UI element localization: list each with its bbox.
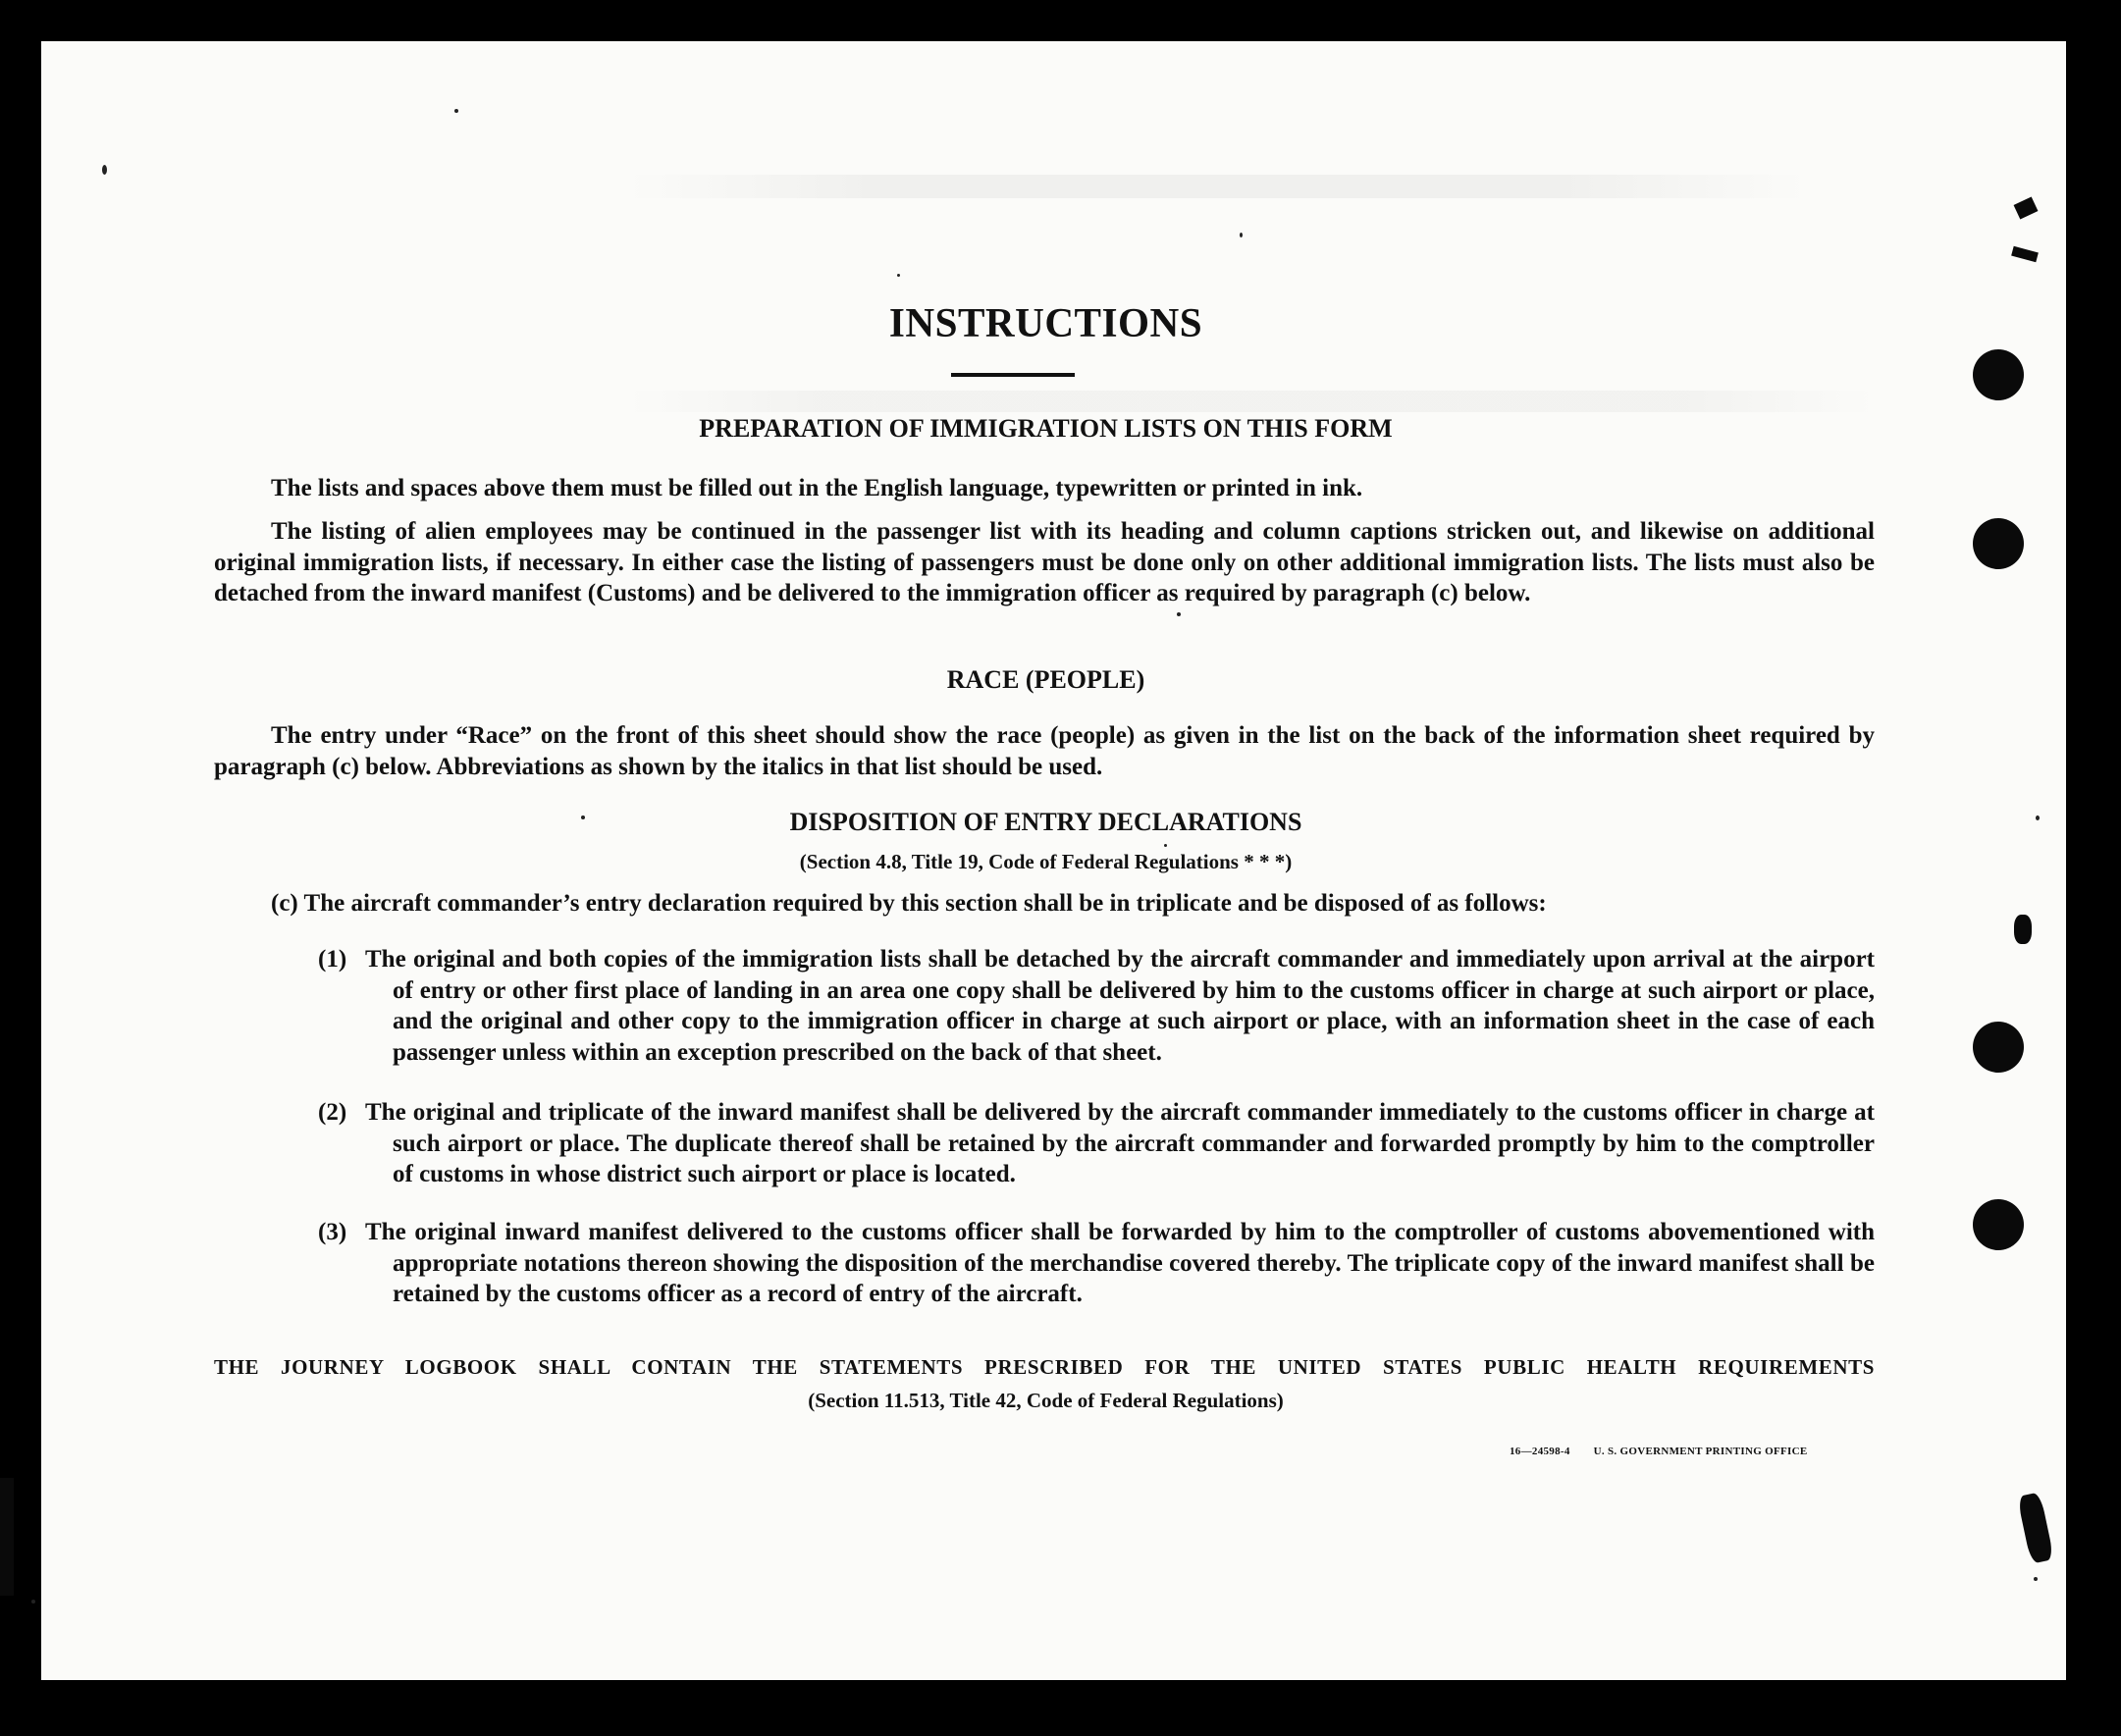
preparation-paragraph-1: The lists and spaces above them must be filled out in the English language, typewritten or printed in ink. [271, 475, 1363, 501]
punch-hole [1973, 1199, 2024, 1250]
public-health-citation: (Section 11.513, Title 42, Code of Federal Regulations) [808, 1389, 1284, 1412]
speck [2036, 815, 2040, 820]
disposition-item-1 [318, 944, 1875, 1068]
speck [1177, 612, 1181, 616]
item-number: (1) [318, 946, 347, 973]
bleed-through-text [628, 175, 1806, 198]
disposition-item-2 [318, 1097, 1875, 1190]
section-heading-disposition: DISPOSITION OF ENTRY DECLARATIONS [789, 808, 1302, 836]
item-text: The original and both copies of the immigration lists shall be detached by the aircraft commander and immediately upon arrival at the airport of entry or other first place of landing in an area one copy shall be delivered by him to the customs officer in charge at such airport or place, and the original and other copy to the immigration officer in charge at such airport or place, with an information sheet in the case of each passenger unless within an exception prescribed on the back of that sheet. [365, 946, 1875, 1066]
form-number: 16—24598-4 [1510, 1446, 1570, 1457]
item-text: The original inward manifest delivered to the customs officer shall be forwarded by him to the comptroller of customs abovementioned with appropriate notations thereon showing the disposition of the merchandise covered thereby. The triplicate copy of the inward manifest shall be retained by the customs officer as a record of entry of the aircraft. [365, 1219, 1875, 1307]
disposition-item-3 [318, 1217, 1875, 1310]
speck [581, 815, 585, 819]
speck [102, 165, 107, 175]
title-underline [951, 373, 1075, 377]
section-heading-race: RACE (PEOPLE) [946, 665, 1145, 694]
disposition-citation: (Section 4.8, Title 19, Code of Federal Regulations * * *) [799, 850, 1293, 873]
printing-office: U. S. GOVERNMENT PRINTING OFFICE [1593, 1446, 1808, 1457]
item-number: (3) [318, 1219, 347, 1245]
speck [1240, 233, 1243, 237]
race-paragraph: The entry under “Race” on the front of this sheet should show the race (people) as given in the list on the back of the information sheet required by paragraph (c) below. Abbreviations as shown by the italics in that list should be used. [214, 722, 1875, 780]
punch-hole [1973, 518, 2024, 569]
edge-tear-mark [2014, 915, 2032, 944]
speck [454, 109, 458, 113]
section-heading-preparation: PREPARATION OF IMMIGRATION LISTS ON THIS FORM [699, 414, 1393, 443]
punch-hole [1973, 1022, 2024, 1073]
speck [897, 274, 900, 277]
edge-tear-mark [0, 1478, 14, 1596]
speck [1164, 844, 1167, 847]
bleed-through-text [628, 391, 1875, 412]
item-number: (2) [318, 1099, 347, 1126]
public-health-requirements: THE JOURNEY LOGBOOK SHALL CONTAIN THE STATEMENTS PRESCRIBED FOR THE UNITED STATES PUBLIC HEALTH REQUIREMENTS [214, 1355, 1875, 1379]
speck [31, 1600, 35, 1604]
speck [2034, 1577, 2038, 1581]
item-text: The original and triplicate of the inward manifest shall be delivered by the aircraft commander immediately to the customs officer in charge at such airport or place. The duplicate thereof shall be retained by the aircraft commander and forwarded promptly by him to the comptroller of customs in whose district such airport or place is located. [365, 1099, 1875, 1187]
preparation-paragraph-2: The listing of alien employees may be continued in the passenger list with its heading and column captions stricken out, and likewise on additional original immigration lists, if necessary. In either case the listing of passengers must be done only on other additional immigration lists. The lists must also be detached from the inward manifest (Customs) and be delivered to the immigration officer as required by paragraph (c) below. [214, 518, 1875, 606]
page-title: INSTRUCTIONS [888, 301, 1203, 346]
disposition-intro: (c) The aircraft commander’s entry declaration required by this section shall be in triplicate and be disposed of as follows: [271, 890, 1547, 917]
printer-imprint [1510, 1446, 1807, 1457]
punch-hole [1973, 349, 2024, 400]
